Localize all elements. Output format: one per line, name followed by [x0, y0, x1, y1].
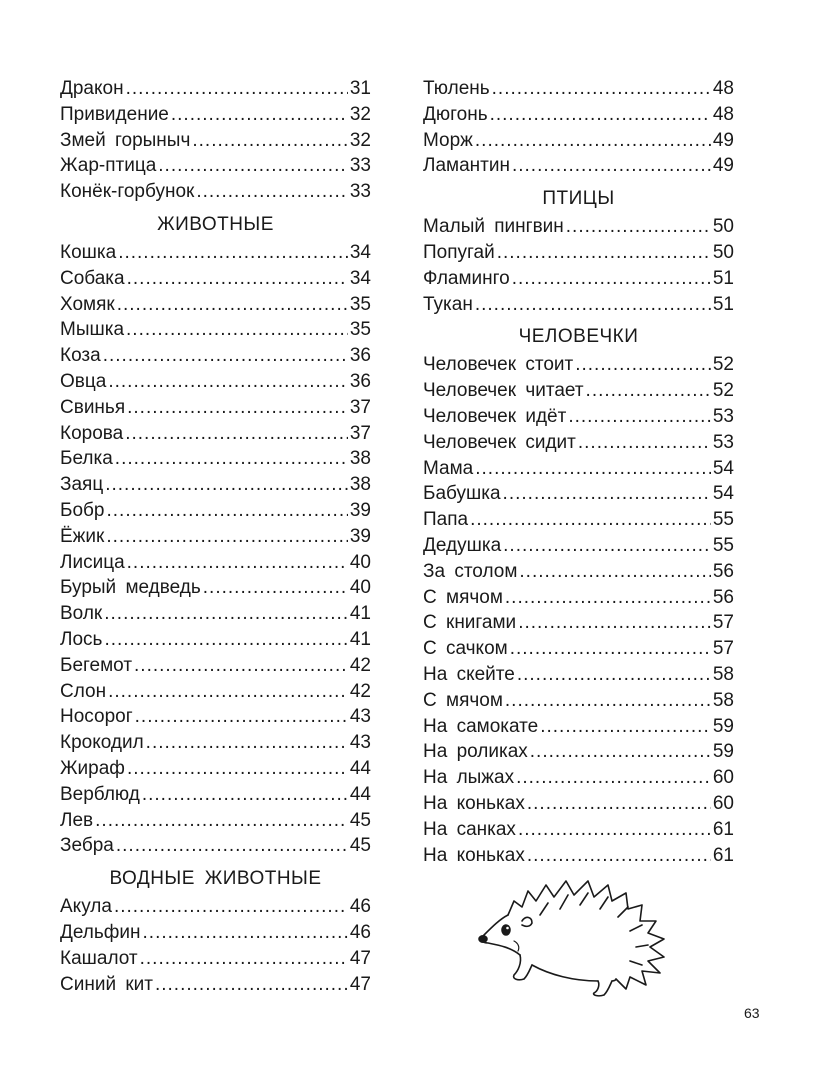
- toc-entry-page: 49: [712, 129, 734, 151]
- toc-entry-page: 50: [712, 216, 734, 238]
- toc-entry: [423, 430, 734, 456]
- toc-entry-page: 39: [349, 499, 371, 521]
- toc-dot-leader: [490, 102, 711, 128]
- toc-entry: [423, 688, 734, 714]
- toc-entry-page: 38: [349, 474, 371, 496]
- toc-dot-leader: [575, 352, 711, 378]
- toc-dot-leader: [586, 378, 711, 404]
- toc-entry: [60, 524, 371, 550]
- toc-entry-page: 59: [712, 741, 734, 763]
- toc-group-water-animals: [60, 894, 371, 997]
- toc-entry-title: Дельфин: [60, 921, 141, 943]
- toc-group-people: [423, 352, 734, 868]
- toc-dot-leader: [516, 765, 711, 791]
- toc-dot-leader: [512, 266, 711, 292]
- toc-entry-title: Ламантин: [423, 155, 510, 177]
- toc-entry-title: Попугай: [423, 241, 495, 263]
- toc-entry: [423, 352, 734, 378]
- toc-dot-leader: [171, 102, 348, 128]
- toc-dot-leader: [126, 317, 348, 343]
- toc-entry: [423, 456, 734, 482]
- toc-entry: [60, 653, 371, 679]
- toc-entry: [423, 214, 734, 240]
- toc-entry-title: Кошка: [60, 241, 117, 263]
- toc-entry: [60, 946, 371, 972]
- toc-entry: [60, 102, 371, 128]
- toc-dot-leader: [127, 550, 348, 576]
- toc-entry-page: 44: [349, 757, 371, 779]
- toc-entry-page: 58: [712, 663, 734, 685]
- toc-entry-title: Бобр: [60, 499, 105, 521]
- toc-dot-leader: [125, 421, 348, 447]
- toc-dot-leader: [108, 369, 348, 395]
- toc-entry-page: 36: [349, 345, 371, 367]
- toc-entry-title: Корова: [60, 422, 124, 444]
- toc-dot-leader: [578, 430, 711, 456]
- toc-dot-leader: [530, 739, 711, 765]
- toc-entry: [60, 972, 371, 998]
- toc-entry: [423, 292, 734, 318]
- toc-dot-leader: [540, 714, 711, 740]
- toc-entry-title: Бегемот: [60, 654, 133, 676]
- section-heading-water-animals: ВОДНЫЕ ЖИВОТНЫЕ: [109, 868, 322, 890]
- toc-entry: [423, 378, 734, 404]
- toc-entry-page: 61: [712, 844, 734, 866]
- toc-entry-title: Бабушка: [423, 483, 501, 505]
- toc-entry: [60, 240, 371, 266]
- toc-entry-page: 33: [349, 181, 371, 203]
- toc-entry-title: С мячом: [423, 586, 503, 608]
- toc-entry-page: 48: [712, 103, 734, 125]
- toc-dot-leader: [140, 946, 348, 972]
- toc-entry: [423, 585, 734, 611]
- toc-dot-leader: [117, 292, 348, 318]
- toc-dot-leader: [527, 791, 711, 817]
- toc-entry: [60, 266, 371, 292]
- toc-entry-page: 31: [349, 78, 371, 99]
- toc-dot-leader: [475, 128, 711, 154]
- toc-entry-title: На самокате: [423, 715, 539, 737]
- toc-entry-title: Заяц: [60, 474, 104, 496]
- toc-entry-page: 38: [349, 448, 371, 470]
- toc-entry-page: 53: [712, 405, 734, 427]
- toc-entry: [60, 446, 371, 472]
- toc-dot-leader: [470, 507, 711, 533]
- toc-entry-title: Крокодил: [60, 732, 144, 754]
- toc-entry: [60, 395, 371, 421]
- toc-dot-leader: [114, 894, 348, 920]
- toc-entry-title: С книгами: [423, 612, 517, 634]
- toc-entry-title: Носорог: [60, 706, 133, 728]
- toc-entry: [423, 610, 734, 636]
- toc-entry-title: Жираф: [60, 757, 125, 779]
- toc-group-birds: [423, 214, 734, 317]
- toc-dot-leader: [142, 782, 348, 808]
- toc-dot-leader: [512, 153, 711, 179]
- toc-entry: [60, 920, 371, 946]
- toc-dot-leader: [158, 153, 348, 179]
- section-heading-people: ЧЕЛОВЕЧКИ: [518, 326, 639, 348]
- toc-entry-title: Человечек сидит: [423, 431, 576, 453]
- toc-entry-page: 42: [349, 654, 371, 676]
- toc-entry-page: 50: [712, 241, 734, 263]
- toc-entry: [60, 369, 371, 395]
- toc-entry-page: 54: [712, 483, 734, 505]
- section-heading-animals: ЖИВОТНЫЕ: [157, 213, 274, 235]
- toc-entry: [423, 266, 734, 292]
- toc-entry-title: Слон: [60, 680, 107, 702]
- toc-entry-title: Человечек стоит: [423, 354, 574, 376]
- toc-entry: [60, 782, 371, 808]
- toc-entry-title: Лев: [60, 809, 94, 831]
- toc-entry-title: Морж: [423, 129, 473, 151]
- toc-entry-page: 42: [349, 680, 371, 702]
- toc-entry-title: Тукан: [423, 293, 473, 315]
- toc-dot-leader: [95, 808, 348, 834]
- toc-entry: [60, 756, 371, 782]
- toc-entry-page: 51: [712, 267, 734, 289]
- toc-right-column: [423, 76, 734, 868]
- toc-entry-page: 45: [349, 835, 371, 857]
- toc-entry-page: 32: [349, 129, 371, 151]
- toc-entry-title: На санках: [423, 818, 516, 840]
- toc-entry: [423, 404, 734, 430]
- toc-dot-leader: [108, 679, 348, 705]
- toc-dot-leader: [518, 610, 711, 636]
- toc-entry-page: 32: [349, 103, 371, 125]
- toc-entry-page: 35: [349, 319, 371, 341]
- toc-entry: [60, 833, 371, 859]
- toc-entry-title: Зебра: [60, 835, 114, 857]
- toc-entry: [423, 240, 734, 266]
- toc-entry-page: 43: [349, 706, 371, 728]
- toc-dot-leader: [126, 76, 348, 102]
- toc-entry-title: Мышка: [60, 319, 125, 341]
- toc-entry-page: 40: [349, 577, 371, 599]
- toc-entry: [60, 550, 371, 576]
- toc-entry-page: 35: [349, 293, 371, 315]
- toc-entry-page: 60: [712, 792, 734, 814]
- toc-entry-title: Малый пингвин: [423, 216, 564, 238]
- toc-entry-page: 57: [712, 612, 734, 634]
- toc-entry: [423, 791, 734, 817]
- toc-entry: [423, 153, 734, 179]
- toc-dot-leader: [118, 240, 348, 266]
- toc-entry-title: Кашалот: [60, 947, 138, 969]
- toc-dot-leader: [518, 817, 711, 843]
- toc-entry: [423, 559, 734, 585]
- toc-dot-leader: [203, 575, 348, 601]
- toc-entry-page: 41: [349, 603, 371, 625]
- toc-dot-leader: [503, 533, 711, 559]
- toc-entry: [60, 679, 371, 705]
- toc-entry-page: 52: [712, 354, 734, 376]
- toc-entry: [423, 843, 734, 869]
- toc-entry-page: 56: [712, 560, 734, 582]
- section-heading-birds: ПТИЦЫ: [542, 188, 615, 210]
- toc-entry-page: 61: [712, 818, 734, 840]
- toc-entry-title: Коза: [60, 345, 101, 367]
- toc-group-water-animals-cont: [423, 76, 734, 179]
- toc-entry-page: 34: [349, 267, 371, 289]
- toc-dot-leader: [103, 343, 348, 369]
- toc-left-column: [60, 76, 371, 997]
- toc-dot-leader: [566, 214, 711, 240]
- toc-entry: [423, 636, 734, 662]
- toc-entry-page: 51: [712, 293, 734, 315]
- toc-entry: [423, 739, 734, 765]
- toc-dot-leader: [527, 843, 711, 869]
- toc-dot-leader: [127, 756, 348, 782]
- toc-entry: [423, 102, 734, 128]
- toc-entry-title: Дракон: [60, 78, 124, 99]
- toc-entry-title: Фламинго: [423, 267, 510, 289]
- toc-entry-page: 56: [712, 586, 734, 608]
- toc-dot-leader: [475, 292, 711, 318]
- page-number: 63: [744, 1005, 760, 1021]
- toc-entry: [60, 627, 371, 653]
- toc-entry-title: Волк: [60, 603, 103, 625]
- toc-entry: [60, 153, 371, 179]
- toc-entry-page: 43: [349, 732, 371, 754]
- toc-entry-page: 34: [349, 241, 371, 263]
- toc-entry-title: Лось: [60, 628, 103, 650]
- toc-dot-leader: [104, 601, 348, 627]
- toc-dot-leader: [146, 730, 348, 756]
- toc-dot-leader: [492, 76, 711, 102]
- toc-dot-leader: [568, 404, 711, 430]
- toc-entry-title: Акула: [60, 896, 112, 918]
- toc-dot-leader: [519, 559, 710, 585]
- toc-entry-page: 40: [349, 551, 371, 573]
- toc-entry-title: Мама: [423, 457, 474, 479]
- toc-entry-title: На скейте: [423, 663, 515, 685]
- toc-entry-page: 52: [712, 380, 734, 402]
- toc-entry-title: Бурый медведь: [60, 577, 201, 599]
- toc-entry-page: 55: [712, 534, 734, 556]
- toc-entry-title: Человечек читает: [423, 380, 584, 402]
- toc-entry-page: 53: [712, 431, 734, 453]
- toc-entry-title: На коньках: [423, 844, 525, 866]
- toc-dot-leader: [134, 653, 348, 679]
- toc-dot-leader: [104, 627, 347, 653]
- toc-entry-page: 46: [349, 896, 371, 918]
- toc-entry-page: 37: [349, 422, 371, 444]
- toc-entry-title: Жар-птица: [60, 155, 157, 177]
- toc-entry-page: 49: [712, 155, 734, 177]
- toc-entry-page: 37: [349, 396, 371, 418]
- toc-entry-title: Лисица: [60, 551, 125, 573]
- toc-entry-page: 55: [712, 509, 734, 531]
- toc-entry-title: С сачком: [423, 638, 508, 660]
- toc-entry-title: Ёжик: [60, 525, 105, 547]
- toc-entry-title: Змей горыныч: [60, 129, 191, 151]
- toc-entry: [60, 894, 371, 920]
- toc-entry-page: 59: [712, 715, 734, 737]
- toc-entry: [60, 317, 371, 343]
- toc-dot-leader: [503, 481, 711, 507]
- toc-dot-leader: [155, 972, 348, 998]
- toc-dot-leader: [475, 456, 711, 482]
- toc-entry: [423, 76, 734, 102]
- toc-entry: [60, 575, 371, 601]
- toc-entry-title: Дюгонь: [423, 103, 488, 125]
- toc-dot-leader: [106, 524, 348, 550]
- toc-dot-leader: [196, 179, 348, 205]
- toc-dot-leader: [192, 128, 348, 154]
- toc-entry-page: 36: [349, 370, 371, 392]
- toc-dot-leader: [510, 636, 711, 662]
- toc-entry-title: Хомяк: [60, 293, 115, 315]
- toc-dot-leader: [135, 704, 348, 730]
- toc-group-animals: [60, 240, 371, 859]
- toc-entry-page: 54: [712, 457, 734, 479]
- toc-entry-page: 45: [349, 809, 371, 831]
- toc-entry-title: Папа: [423, 509, 469, 531]
- toc-entry-page: 60: [712, 767, 734, 789]
- toc-entry-title: Дедушка: [423, 534, 502, 556]
- toc-entry: [423, 765, 734, 791]
- toc-dot-leader: [143, 920, 348, 946]
- toc-entry-title: Человечек идёт: [423, 405, 567, 427]
- toc-entry-title: Собака: [60, 267, 125, 289]
- toc-entry: [423, 128, 734, 154]
- toc-entry: [423, 662, 734, 688]
- toc-entry-title: За столом: [423, 560, 518, 582]
- toc-entry-title: На лыжах: [423, 767, 515, 789]
- toc-entry-page: 46: [349, 921, 371, 943]
- toc-entry: [60, 808, 371, 834]
- toc-dot-leader: [107, 498, 348, 524]
- toc-entry-title: Синий кит: [60, 973, 153, 995]
- hedgehog-illustration: [470, 875, 685, 1000]
- toc-entry-page: 39: [349, 525, 371, 547]
- toc-entry-title: Овца: [60, 370, 107, 392]
- toc-entry-page: 58: [712, 689, 734, 711]
- toc-dot-leader: [116, 833, 348, 859]
- toc-entry-page: 33: [349, 155, 371, 177]
- toc-dot-leader: [505, 585, 711, 611]
- toc-entry-title: На роликах: [423, 741, 528, 763]
- toc-entry: [423, 714, 734, 740]
- toc-entry-title: Конёк-горбунок: [60, 181, 195, 203]
- toc-entry-title: Верблюд: [60, 783, 140, 805]
- toc-entry-page: 44: [349, 783, 371, 805]
- toc-entry: [60, 498, 371, 524]
- toc-entry-title: С мячом: [423, 689, 503, 711]
- toc-entry: [423, 507, 734, 533]
- toc-entry: [60, 76, 371, 102]
- toc-entry-page: 41: [349, 628, 371, 650]
- toc-entry-title: Белка: [60, 448, 113, 470]
- toc-entry-page: 47: [349, 973, 371, 995]
- toc-entry-title: Привидение: [60, 103, 169, 125]
- toc-entry: [60, 292, 371, 318]
- toc-entry: [60, 343, 371, 369]
- toc-entry-title: Свинья: [60, 396, 126, 418]
- toc-dot-leader: [497, 240, 711, 266]
- toc-entry: [60, 704, 371, 730]
- toc-entry: [60, 601, 371, 627]
- toc-entry: [60, 128, 371, 154]
- toc-dot-leader: [105, 472, 348, 498]
- toc-entry-page: 47: [349, 947, 371, 969]
- toc-entry-title: Тюлень: [423, 78, 490, 99]
- toc-entry: [423, 533, 734, 559]
- toc-entry: [60, 472, 371, 498]
- toc-dot-leader: [127, 266, 348, 292]
- toc-dot-leader: [517, 662, 711, 688]
- toc-group-fantasy: [60, 76, 371, 205]
- toc-entry: [60, 730, 371, 756]
- toc-entry-page: 57: [712, 638, 734, 660]
- toc-entry: [60, 179, 371, 205]
- toc-entry: [60, 421, 371, 447]
- toc-dot-leader: [505, 688, 711, 714]
- toc-entry: [423, 481, 734, 507]
- toc-entry: [423, 817, 734, 843]
- toc-dot-leader: [115, 446, 348, 472]
- toc-dot-leader: [127, 395, 348, 421]
- toc-entry-page: 48: [712, 78, 734, 99]
- toc-entry-title: На коньках: [423, 792, 525, 814]
